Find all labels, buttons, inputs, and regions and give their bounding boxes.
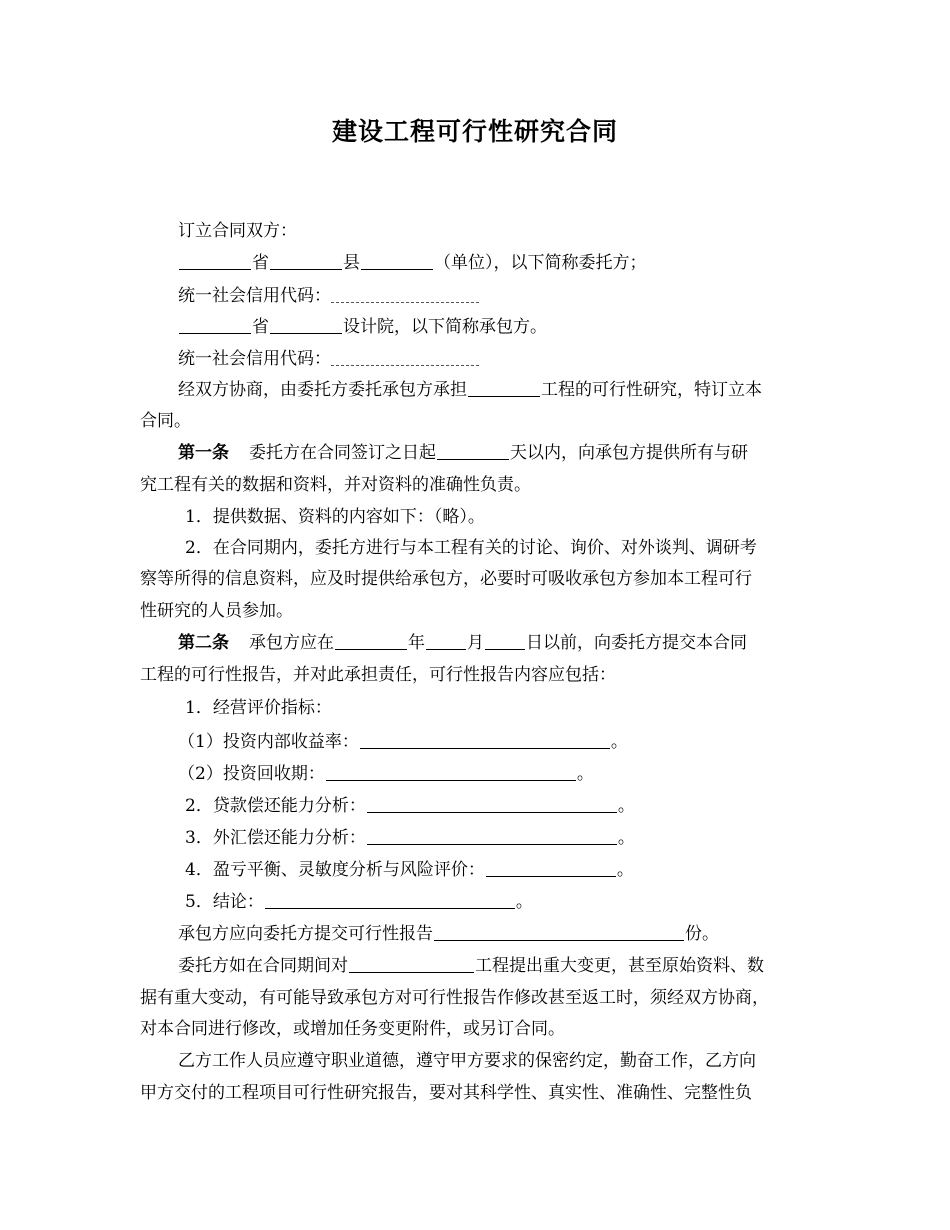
paragraph-text: 合同。	[140, 411, 191, 431]
list-item: 5．结论： 。	[185, 892, 533, 912]
paragraph-text: 甲方交付的工程项目可行性研究报告，要对其科学性、真实性、准确性、完整性负	[140, 1083, 752, 1103]
list-item: 1．经营评价指标：	[185, 698, 332, 718]
contractor-line: 省 设计院，以下简称承包方。	[178, 316, 547, 338]
risk-evaluation-blank[interactable]	[486, 860, 616, 877]
project-change-blank[interactable]	[349, 956, 474, 973]
paragraph-text: 究工程有关的数据和资料，并对资料的准确性负责。	[140, 475, 531, 495]
contractor-province-blank[interactable]	[179, 317, 251, 334]
paragraph-text: 据有重大变动，有可能导致承包方对可行性报告作修改甚至返工时，须经双方协商，	[140, 988, 769, 1008]
list-item: 2．在合同期内，委托方进行与本工程有关的讨论、询价、对外谈判、调研考	[185, 538, 757, 558]
year-blank[interactable]	[335, 633, 407, 650]
report-copies-line: 承包方应向委托方提交可行性报告 份。	[178, 924, 719, 944]
article-one: 第一条 委托方在合同签订之日起 天以内，向承包方提供所有与研	[178, 443, 748, 463]
forex-repayment-blank[interactable]	[367, 828, 617, 845]
county-blank[interactable]	[270, 253, 342, 270]
client-credit-code-blank[interactable]	[331, 286, 479, 303]
article-two: 第二条 承包方应在 年 月 日以前，向委托方提交本合同	[178, 633, 747, 653]
project-name-blank[interactable]	[468, 380, 540, 397]
province-blank[interactable]	[179, 253, 251, 270]
unit-blank[interactable]	[361, 253, 433, 270]
paragraph-text: 性研究的人员参加。	[140, 601, 293, 621]
document-title: 建设工程可行性研究合同	[331, 117, 618, 146]
list-item: 4．盈亏平衡、灵敏度分析与风险评价： 。	[185, 860, 634, 880]
contractor-credit-code-blank[interactable]	[331, 349, 479, 366]
paragraph-text: 工程的可行性报告，并对此承担责任，可行性报告内容应包括：	[140, 665, 616, 685]
design-institute-blank[interactable]	[270, 317, 342, 334]
list-item: （1）投资内部收益率： 。	[178, 732, 628, 752]
client-line: 省 县 （单位），以下简称委托方；	[178, 252, 647, 274]
change-clause: 委托方如在合同期间对 工程提出重大变更，甚至原始资料、数	[178, 956, 764, 976]
list-item: 3．外汇偿还能力分析： 。	[185, 828, 635, 848]
list-item: （2）投资回收期： 。	[178, 764, 594, 784]
month-blank[interactable]	[426, 633, 466, 650]
article-heading: 第二条	[178, 633, 229, 653]
contractor-credit-code: 统一社会信用代码：	[178, 348, 479, 370]
paragraph-text: 乙方工作人员应遵守职业道德，遵守甲方要求的保密约定，勤奋工作，乙方向	[178, 1051, 756, 1071]
paragraph-text: 对本合同进行修改，或增加任务变更附件，或另订合同。	[140, 1019, 565, 1039]
days-blank[interactable]	[437, 443, 509, 460]
client-credit-code: 统一社会信用代码：	[178, 285, 479, 307]
paragraph-text: 察等所得的信息资料，应及时提供给承包方，必要时可吸收承包方参加本工程可行	[140, 569, 752, 589]
list-item: 1．提供数据、资料的内容如下：（略）。	[185, 507, 485, 527]
list-item: 2．贷款偿还能力分析： 。	[185, 796, 635, 816]
article-heading: 第一条	[178, 443, 229, 463]
day-blank[interactable]	[485, 633, 525, 650]
parties-intro: 订立合同双方：	[178, 221, 297, 241]
irr-blank[interactable]	[360, 732, 610, 749]
payback-period-blank[interactable]	[326, 764, 576, 781]
copies-blank[interactable]	[434, 924, 684, 941]
agreement-line: 经双方协商，由委托方委托承包方承担 工程的可行性研究，特订立本	[178, 380, 762, 400]
conclusion-blank[interactable]	[265, 892, 515, 909]
loan-repayment-blank[interactable]	[367, 796, 617, 813]
